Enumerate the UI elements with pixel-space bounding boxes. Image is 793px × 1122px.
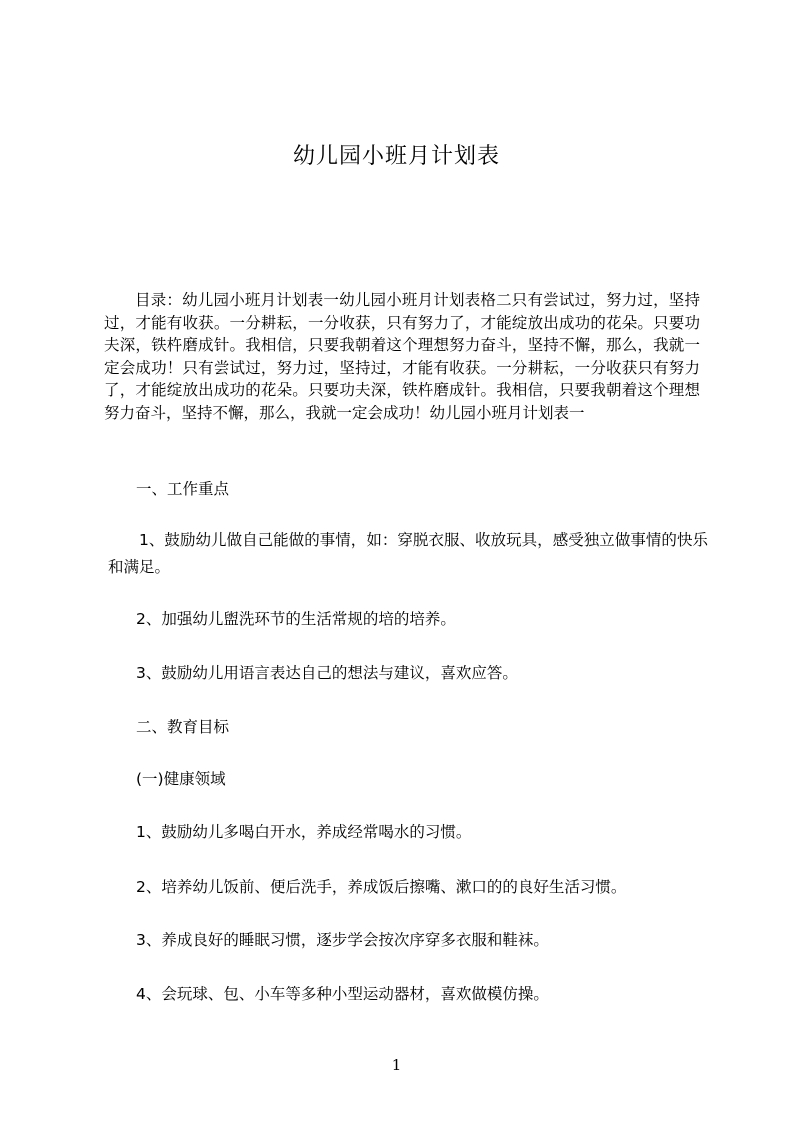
- section-heading-education-goals: 二、教育目标: [136, 718, 230, 736]
- document-title: 幼儿园小班月计划表: [292, 144, 500, 169]
- section-heading-work-focus: 一、工作重点: [136, 480, 230, 498]
- subsection-heading-health: (一)健康领域: [136, 770, 226, 788]
- work-focus-item-1: 1、鼓励幼儿做自己能做的事情，如：穿脱衣服、收放玩具，感受独立做事情的快乐和满足。: [108, 531, 708, 576]
- health-item-2: 2、培养幼儿饭前、便后洗手，养成饭后擦嘴、漱口的的良好生活习惯。: [136, 878, 627, 896]
- health-item-4: 4、会玩球、包、小车等多种小型运动器材，喜欢做模仿操。: [136, 985, 549, 1003]
- page-number: 1: [391, 1056, 402, 1074]
- work-focus-item-2: 2、加强幼儿盥洗环节的生活常规的培的培养。: [136, 610, 456, 628]
- work-focus-item-3: 3、鼓励幼儿用语言表达自己的想法与建议，喜欢应答。: [136, 664, 518, 682]
- health-item-3: 3、养成良好的睡眠习惯，逐步学会按次序穿多衣服和鞋袜。: [136, 931, 549, 949]
- table-of-contents-paragraph: 目录：幼儿园小班月计划表一幼儿园小班月计划表格二只有尝试过，努力过，坚持过，才能有收获。一分耕耘，一分收获，只有努力了，才能绽放出成功的花朵。只要功夫深，铁杵磨成针。我相信，只要我朝着这个理想努力奋斗，坚持不懈，那么，我就一定会成功！只有尝试过，努力过，坚持过，才能有收获。一分耕耘，一分收获只有努力了，才能绽放出成功的花朵。只要功夫深，铁杵磨成针。我相信，只要我朝着这个理想努力奋斗，坚持不懈，那么，我就一定会成功！幼儿园小班月计划表一: [104, 291, 700, 422]
- health-item-1: 1、鼓励幼儿多喝白开水，养成经常喝水的习惯。: [136, 823, 472, 841]
